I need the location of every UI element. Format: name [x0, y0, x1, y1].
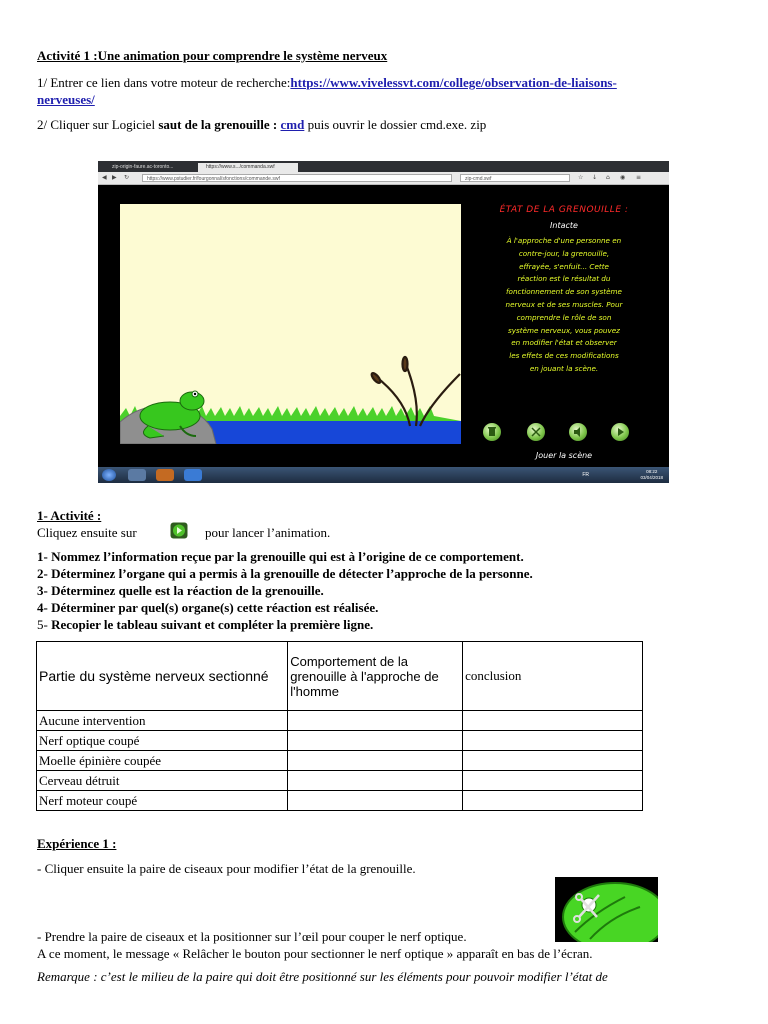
search-field[interactable]: zip-cmd.swf	[460, 174, 570, 182]
play-scene-label: Jouer la scène	[535, 451, 593, 460]
activity-heading: 1- Activité :	[37, 508, 102, 523]
question-1: 1- Nommez l’information reçue par la grenouille qui est à l’origine de ce comportement.	[37, 549, 524, 564]
table-cell-conclusion[interactable]	[463, 771, 643, 791]
play-button-icon[interactable]	[170, 522, 188, 539]
activity-title: Activité 1 :Une animation pour comprendre le système nerveux	[37, 48, 388, 63]
vivelessvt-link[interactable]: https://www.vivelessvt.com/college/observation-de-liaisons-	[290, 75, 617, 90]
table-cell-conclusion[interactable]	[463, 711, 643, 731]
animation-screenshot	[98, 161, 669, 483]
language-indicator: FR	[582, 472, 589, 478]
table-row	[37, 751, 643, 771]
table-header-conclusion: conclusion	[463, 642, 643, 711]
sound-icon[interactable]	[569, 423, 587, 441]
table-header-behaviour: Comportement de la grenouille à l'approche de l'homme	[288, 642, 463, 711]
table-cell-behaviour[interactable]	[288, 751, 463, 771]
table-cell-conclusion[interactable]	[463, 791, 643, 811]
browser-tabbar	[98, 161, 669, 172]
table-cell-part: Nerf optique coupé	[37, 731, 288, 751]
menu-icon[interactable]: ≡	[636, 174, 642, 181]
download-icon[interactable]: ↓	[592, 174, 598, 181]
cmd-link[interactable]: cmd	[280, 117, 305, 132]
table-cell-conclusion[interactable]	[463, 731, 643, 751]
trash-icon[interactable]	[483, 423, 501, 441]
experience-heading: Expérience 1 :	[37, 836, 117, 851]
reload-icon[interactable]: ↻	[124, 174, 130, 181]
click-instruction-prefix: Cliquez ensuite sur	[37, 525, 137, 540]
app-icon[interactable]	[184, 469, 202, 481]
table-row	[37, 791, 643, 811]
question-4: 4- Déterminer par quel(s) organe(s) cette réaction est réalisée.	[37, 600, 379, 615]
step1-text: 1/ Entrer ce lien dans votre moteur de recherche:	[37, 75, 291, 90]
browser-tab-2[interactable]: https://www.s.../commanda.swf	[198, 163, 298, 172]
browser-navbar	[98, 172, 669, 185]
url-field[interactable]: https://www.pstudier.fr/fourgonnal/sfonctions/commande.swf	[142, 174, 452, 182]
table-cell-part: Moelle épinière coupée	[37, 751, 288, 771]
play-icon[interactable]	[611, 423, 629, 441]
table-header-part: Partie du système nerveux sectionné	[37, 642, 288, 711]
table-cell-conclusion[interactable]	[463, 751, 643, 771]
firefox-icon[interactable]	[156, 469, 174, 481]
panel-title: ÉTAT DE LA GRENOUILLE :	[499, 205, 629, 215]
star-icon[interactable]: ☆	[578, 174, 584, 181]
experience-line-1: - Cliquer ensuite la paire de ciseaux pour modifier l’état de la grenouille.	[37, 861, 416, 876]
frog-state-panel	[465, 201, 663, 469]
step1-link-continued	[37, 92, 95, 108]
step2-line	[37, 117, 486, 133]
table-cell-part: Nerf moteur coupé	[37, 791, 288, 811]
taskbar-clock: 08:22 03/04/2018	[640, 469, 663, 480]
table-cell-part: Aucune intervention	[37, 711, 288, 731]
step2-prefix: 2/ Cliquer sur Logiciel	[37, 117, 159, 132]
question-3: 3- Déterminez quelle est la réaction de la grenouille.	[37, 583, 324, 598]
experience-line-3: A ce moment, le message « Relâcher le bouton pour sectionner le nerf optique » apparaît en bas de l’écran.	[37, 946, 593, 961]
table-row	[37, 711, 643, 731]
frog-scissors-image	[555, 877, 658, 942]
question-2: 2- Déterminez l’organe qui a permis à la grenouille de détecter l’approche de la personne.	[37, 566, 533, 581]
question-5: 5- Recopier le tableau suivant et compléter la première ligne.	[37, 617, 374, 632]
panel-state: Intacte	[550, 221, 578, 230]
experience-remark: Remarque : c’est le milieu de la paire qui doit être positionné sur les éléments pour pouvoir modifier l’état de	[37, 969, 608, 984]
forward-icon[interactable]: ▶	[112, 174, 117, 181]
home-icon[interactable]: ⌂	[606, 174, 610, 181]
panel-description: À l'approche d'une personne en contre-jour, la grenouille, effrayée, s'enfuit... Cette réaction est le résultat du fonctionnement de son système nerveux et de ses muscles. Pour comprendre le rôle de son système nerveux, vous pouvez en modifier l'état et observer les effets de ces modifications en jouant la scène.	[505, 236, 623, 373]
table-cell-behaviour[interactable]	[288, 731, 463, 751]
windows-taskbar	[98, 467, 669, 483]
results-table	[36, 641, 643, 811]
table-row	[37, 731, 643, 751]
animation-scene	[120, 204, 461, 444]
step2-suffix: puis ouvrir le dossier cmd.exe. zip	[304, 117, 487, 132]
click-instruction-suffix: pour lancer l’animation.	[205, 525, 331, 540]
pond-illustration	[120, 204, 461, 444]
scissors-icon[interactable]	[527, 423, 545, 441]
browser-tab-1[interactable]: zip-origin-faure.ac-toronto...	[112, 164, 174, 170]
table-row	[37, 771, 643, 791]
pocket-icon[interactable]: ◉	[620, 174, 626, 181]
explorer-icon[interactable]	[128, 469, 146, 481]
table-cell-behaviour[interactable]	[288, 791, 463, 811]
start-icon[interactable]	[102, 469, 116, 481]
step1-line	[37, 75, 617, 91]
table-header-row	[37, 642, 643, 711]
vivelessvt-link-end[interactable]: nerveuses/	[37, 92, 95, 107]
step2-bold: saut de la grenouille :	[158, 117, 281, 132]
back-icon[interactable]: ◀	[102, 174, 107, 181]
table-cell-behaviour[interactable]	[288, 771, 463, 791]
table-cell-behaviour[interactable]	[288, 711, 463, 731]
table-cell-part: Cerveau détruit	[37, 771, 288, 791]
experience-line-2: - Prendre la paire de ciseaux et la positionner sur l’œil pour couper le nerf optique.	[37, 929, 467, 944]
